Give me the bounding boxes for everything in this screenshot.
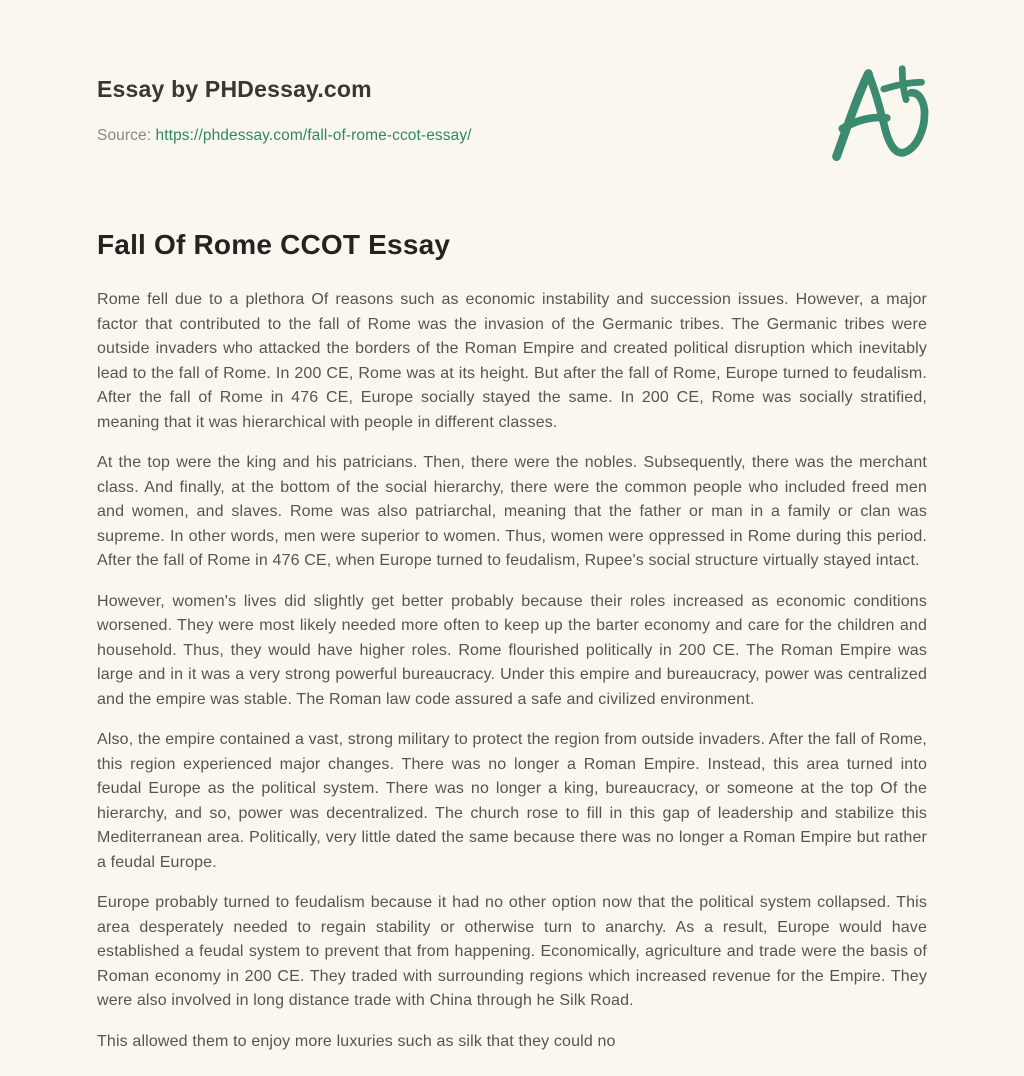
essay-paragraph: However, women's lives did slightly get better probably because their roles increased as economic conditions worsened. They were most likely needed more often to keep up the barter economy and care for the children and household. Thus, they would have higher roles. Rome flourished politically in 200 CE. The Roman Empire was large and in it was a very strong powerful bureaucracy. Under this empire and bureaucracy, power was centralized and the empire was stable. The Roman law code assured a safe and civilized environment. [97,592,927,708]
essay-body [97,288,927,1054]
essay-paragraph: Also, the empire contained a vast, strong military to protect the region from outside invaders. After the fall of Rome, this region experienced major changes. There was no longer a Roman Empire. Instead, this area turned into feudal Europe as the political system. There was no longer a king, bureaucracy, or someone at the top Of the hierarchy, and so, power was decentralized. The church rose to fill in this gap of leadership and stabilize this Mediterranean area. Politically, very little dated the same because there was no longer a Roman Empire but rather a feudal Europe. [97,731,927,871]
essay-paragraph: Europe probably turned to feudalism because it had no other option now that the political system collapsed. This area desperately needed to regain stability or otherwise turn to anarchy. As a result, Europe would have established a feudal system to prevent that from happening. Economically, agriculture and trade were the basis of Roman economy in 200 CE. They traded with surrounding regions which increased revenue for the Empire. They were also involved in long distance trade with China through he Silk Road. [97,894,927,1009]
page-title: Fall Of Rome CCOT Essay [97,229,451,260]
essay-paragraph: Rome fell due to a plethora Of reasons such as economic instability and succession issues. However, a major factor that contributed to the fall of Rome was the invasion of the Germanic tribes. The Germanic tribes were outside invaders who attacked the borders of the Roman Empire and created political disruption which inevitably lead to the fall of Rome. In 200 CE, Rome was at its height. But after the fall of Rome, Europe turned to feudalism. After the fall of Rome in 476 CE, Europe socially stayed the same. In 200 CE, Rome was socially stratified, meaning that it was hierarchical with people in different classes. [97,291,927,431]
byline: Essay by PHDessay.com [97,76,372,102]
source-url-link[interactable]: https://phdessay.com/fall-of-rome-ccot-essay/ [155,127,472,144]
essay-paragraph: At the top were the king and his patricians. Then, there were the nobles. Subsequently, there was the merchant class. And finally, at the bottom of the social hierarchy, there were the common people who included freed men and women, and slaves. Rome was also patriarchal, meaning that the father or man in a family or clan was supreme. In other words, men were superior to women. Thus, women were oppressed in Rome during this period. After the fall of Rome in 476 CE, when Europe turned to feudalism, Rupee's social structure virtually stayed intact. [97,454,927,569]
phdessay-a-plus-logo-icon [822,60,938,174]
source-label: Source: [97,127,152,144]
source-line [97,127,927,145]
essay-paragraph-clipped: This allowed them to enjoy more luxuries such as silk that they could no [97,1032,616,1050]
